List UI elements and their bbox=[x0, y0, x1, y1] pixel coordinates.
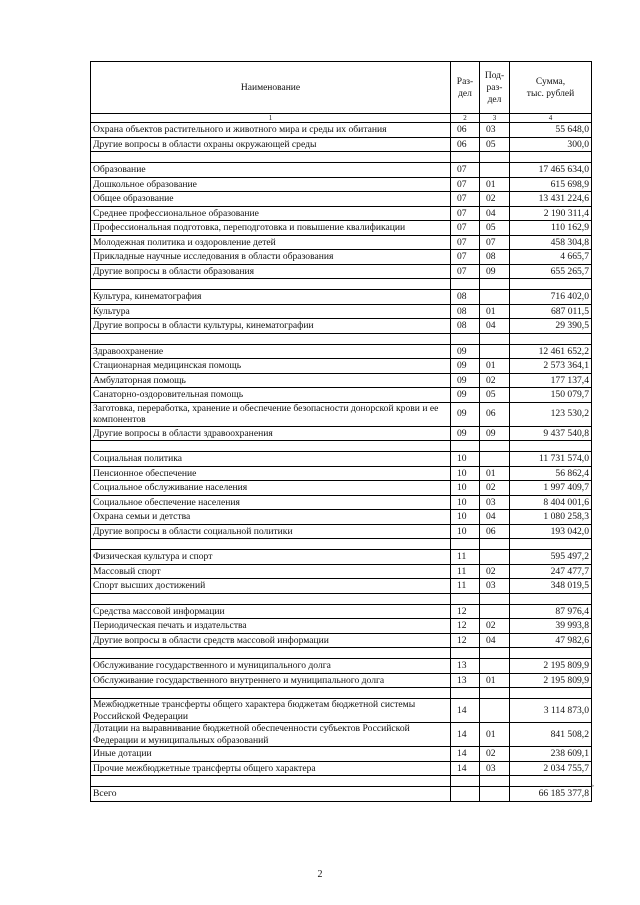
podrazdel-cell: 08 bbox=[480, 250, 510, 265]
table-row bbox=[91, 359, 592, 374]
razdel-cell: 07 bbox=[451, 235, 480, 250]
empty-cell bbox=[91, 539, 451, 550]
empty-cell bbox=[91, 688, 451, 699]
table-row bbox=[91, 761, 592, 776]
header-razdel: Раз- дел bbox=[451, 62, 480, 114]
name-cell: Молодежная политика и оздоровление детей bbox=[91, 235, 451, 250]
sum-cell: 687 011,5 bbox=[510, 304, 592, 319]
section-row bbox=[91, 550, 592, 565]
podrazdel-cell: 02 bbox=[480, 619, 510, 634]
name-cell: Культура bbox=[91, 304, 451, 319]
spacer-row bbox=[91, 441, 592, 452]
table-row bbox=[91, 388, 592, 403]
sum-cell: 238 609,1 bbox=[510, 747, 592, 762]
sum-cell: 56 862,4 bbox=[510, 466, 592, 481]
table-row bbox=[91, 723, 592, 747]
name-cell: Периодическая печать и издательства bbox=[91, 619, 451, 634]
sum-cell: 13 431 224,6 bbox=[510, 192, 592, 207]
podrazdel-cell bbox=[480, 550, 510, 565]
sum-cell: 11 731 574,0 bbox=[510, 452, 592, 467]
empty-cell bbox=[91, 648, 451, 659]
header-sum: Сумма, тыс. рублей bbox=[510, 62, 592, 114]
sum-cell: 177 137,4 bbox=[510, 373, 592, 388]
razdel-cell: 12 bbox=[451, 604, 480, 619]
empty-cell bbox=[480, 593, 510, 604]
table-row bbox=[91, 466, 592, 481]
sum-cell: 17 465 634,0 bbox=[510, 163, 592, 178]
table-row bbox=[91, 481, 592, 496]
sum-cell: 1 997 409,7 bbox=[510, 481, 592, 496]
empty-cell bbox=[451, 539, 480, 550]
section-row bbox=[91, 604, 592, 619]
podrazdel-cell: 02 bbox=[480, 564, 510, 579]
razdel-cell: 14 bbox=[451, 699, 480, 723]
razdel-cell bbox=[451, 787, 480, 802]
razdel-cell: 11 bbox=[451, 579, 480, 594]
sum-cell: 39 993,8 bbox=[510, 619, 592, 634]
empty-cell bbox=[91, 279, 451, 290]
section-row bbox=[91, 452, 592, 467]
empty-cell bbox=[510, 152, 592, 163]
podrazdel-cell: 02 bbox=[480, 481, 510, 496]
spacer-row bbox=[91, 648, 592, 659]
podrazdel-cell: 05 bbox=[480, 221, 510, 236]
podrazdel-cell bbox=[480, 163, 510, 178]
name-cell: Другие вопросы в области средств массовой информации bbox=[91, 633, 451, 648]
empty-cell bbox=[510, 593, 592, 604]
sum-cell: 2 195 809,9 bbox=[510, 659, 592, 674]
empty-cell bbox=[451, 333, 480, 344]
sum-cell: 2 190 311,4 bbox=[510, 206, 592, 221]
podrazdel-cell: 01 bbox=[480, 723, 510, 747]
name-cell: Среднее профессиональное образование bbox=[91, 206, 451, 221]
razdel-cell: 07 bbox=[451, 206, 480, 221]
sum-cell: 8 404 001,6 bbox=[510, 495, 592, 510]
table-row bbox=[91, 123, 592, 138]
name-cell: Общее образование bbox=[91, 192, 451, 207]
razdel-cell: 08 bbox=[451, 319, 480, 334]
section-row bbox=[91, 344, 592, 359]
razdel-cell: 09 bbox=[451, 344, 480, 359]
razdel-cell: 14 bbox=[451, 747, 480, 762]
razdel-cell: 06 bbox=[451, 123, 480, 138]
podrazdel-cell: 01 bbox=[480, 466, 510, 481]
name-cell: Культура, кинематография bbox=[91, 290, 451, 305]
table-row bbox=[91, 673, 592, 688]
sum-cell: 47 982,6 bbox=[510, 633, 592, 648]
sum-cell: 150 079,7 bbox=[510, 388, 592, 403]
name-cell: Заготовка, переработка, хранение и обеспечение безопасности донорской крови и ее компонентов bbox=[91, 402, 451, 426]
razdel-cell: 12 bbox=[451, 633, 480, 648]
name-cell: Прочие межбюджетные трансферты общего характера bbox=[91, 761, 451, 776]
podrazdel-cell: 04 bbox=[480, 206, 510, 221]
razdel-cell: 10 bbox=[451, 481, 480, 496]
podrazdel-cell bbox=[480, 604, 510, 619]
table-row bbox=[91, 235, 592, 250]
empty-cell bbox=[480, 539, 510, 550]
razdel-cell: 07 bbox=[451, 221, 480, 236]
empty-cell bbox=[510, 648, 592, 659]
razdel-cell: 11 bbox=[451, 564, 480, 579]
empty-cell bbox=[451, 593, 480, 604]
empty-cell bbox=[91, 441, 451, 452]
sum-cell: 841 508,2 bbox=[510, 723, 592, 747]
table-row bbox=[91, 510, 592, 525]
podrazdel-cell: 03 bbox=[480, 495, 510, 510]
table-row bbox=[91, 304, 592, 319]
sum-cell: 2 573 364,1 bbox=[510, 359, 592, 374]
table-row bbox=[91, 373, 592, 388]
sum-cell: 716 402,0 bbox=[510, 290, 592, 305]
razdel-cell: 07 bbox=[451, 163, 480, 178]
name-cell: Образование bbox=[91, 163, 451, 178]
table-row bbox=[91, 524, 592, 539]
name-cell: Прикладные научные исследования в области образования bbox=[91, 250, 451, 265]
name-cell: Иные дотации bbox=[91, 747, 451, 762]
empty-cell bbox=[480, 152, 510, 163]
razdel-cell: 07 bbox=[451, 177, 480, 192]
table-row bbox=[91, 426, 592, 441]
section-row bbox=[91, 290, 592, 305]
podrazdel-cell: 09 bbox=[480, 264, 510, 279]
podrazdel-cell: 05 bbox=[480, 388, 510, 403]
table-row bbox=[91, 633, 592, 648]
podrazdel-cell: 06 bbox=[480, 402, 510, 426]
name-cell: Другие вопросы в области образования bbox=[91, 264, 451, 279]
podrazdel-cell: 02 bbox=[480, 373, 510, 388]
podrazdel-cell: 04 bbox=[480, 633, 510, 648]
name-cell: Спорт высших достижений bbox=[91, 579, 451, 594]
spacer-row bbox=[91, 688, 592, 699]
podrazdel-cell: 03 bbox=[480, 123, 510, 138]
sum-cell: 12 461 652,2 bbox=[510, 344, 592, 359]
razdel-cell: 09 bbox=[451, 426, 480, 441]
razdel-cell: 06 bbox=[451, 137, 480, 152]
name-cell: Обслуживание государственного и муниципального долга bbox=[91, 659, 451, 674]
podrazdel-cell: 01 bbox=[480, 304, 510, 319]
sum-cell: 87 976,4 bbox=[510, 604, 592, 619]
name-cell: Профессиональная подготовка, переподготовка и повышение квалификации bbox=[91, 221, 451, 236]
header-podrazdel: Под- раз- дел bbox=[480, 62, 510, 114]
empty-cell bbox=[451, 688, 480, 699]
razdel-cell: 13 bbox=[451, 659, 480, 674]
sum-cell: 300,0 bbox=[510, 137, 592, 152]
name-cell: Социальное обеспечение населения bbox=[91, 495, 451, 510]
empty-cell bbox=[91, 776, 451, 787]
podrazdel-cell: 02 bbox=[480, 747, 510, 762]
name-cell: Другие вопросы в области социальной политики bbox=[91, 524, 451, 539]
name-cell: Социальная политика bbox=[91, 452, 451, 467]
empty-cell bbox=[480, 688, 510, 699]
empty-cell bbox=[91, 152, 451, 163]
empty-cell bbox=[91, 593, 451, 604]
razdel-cell: 12 bbox=[451, 619, 480, 634]
empty-cell bbox=[91, 333, 451, 344]
budget-table bbox=[90, 61, 592, 802]
name-cell: Другие вопросы в области охраны окружающей среды bbox=[91, 137, 451, 152]
empty-cell bbox=[451, 441, 480, 452]
podrazdel-cell: 02 bbox=[480, 192, 510, 207]
razdel-cell: 08 bbox=[451, 290, 480, 305]
spacer-row bbox=[91, 279, 592, 290]
table-row bbox=[91, 579, 592, 594]
header-row bbox=[91, 62, 592, 114]
empty-cell bbox=[480, 648, 510, 659]
name-cell: Дошкольное образование bbox=[91, 177, 451, 192]
table-row bbox=[91, 250, 592, 265]
sum-cell: 2 034 755,7 bbox=[510, 761, 592, 776]
sum-cell: 29 390,5 bbox=[510, 319, 592, 334]
podrazdel-cell: 01 bbox=[480, 177, 510, 192]
razdel-cell: 08 bbox=[451, 304, 480, 319]
table-row bbox=[91, 402, 592, 426]
razdel-cell: 10 bbox=[451, 495, 480, 510]
sum-cell: 1 080 258,3 bbox=[510, 510, 592, 525]
sum-cell: 193 042,0 bbox=[510, 524, 592, 539]
razdel-cell: 09 bbox=[451, 359, 480, 374]
razdel-cell: 13 bbox=[451, 673, 480, 688]
sum-cell: 55 648,0 bbox=[510, 123, 592, 138]
razdel-cell: 10 bbox=[451, 466, 480, 481]
sum-cell: 458 304,8 bbox=[510, 235, 592, 250]
podrazdel-cell bbox=[480, 344, 510, 359]
name-cell: Охрана семьи и детства bbox=[91, 510, 451, 525]
empty-cell bbox=[510, 279, 592, 290]
table-row bbox=[91, 177, 592, 192]
empty-cell bbox=[510, 333, 592, 344]
name-cell: Социальное обслуживание населения bbox=[91, 481, 451, 496]
name-cell: Санаторно-оздоровительная помощь bbox=[91, 388, 451, 403]
empty-cell bbox=[480, 441, 510, 452]
razdel-cell: 14 bbox=[451, 761, 480, 776]
section-row bbox=[91, 659, 592, 674]
podrazdel-cell bbox=[480, 659, 510, 674]
spacer-row bbox=[91, 776, 592, 787]
name-cell: Другие вопросы в области культуры, кинематографии bbox=[91, 319, 451, 334]
razdel-cell: 14 bbox=[451, 723, 480, 747]
table-row bbox=[91, 619, 592, 634]
razdel-cell: 10 bbox=[451, 524, 480, 539]
empty-cell bbox=[510, 776, 592, 787]
column-number: 2 bbox=[451, 114, 480, 123]
name-cell: Здравоохранение bbox=[91, 344, 451, 359]
razdel-cell: 07 bbox=[451, 192, 480, 207]
podrazdel-cell: 09 bbox=[480, 426, 510, 441]
name-cell: Всего bbox=[91, 787, 451, 802]
podrazdel-cell: 01 bbox=[480, 359, 510, 374]
razdel-cell: 07 bbox=[451, 264, 480, 279]
column-number-row bbox=[91, 114, 592, 123]
name-cell: Дотации на выравнивание бюджетной обеспеченности субъектов Российской Федерации и муниципальных образований bbox=[91, 723, 451, 747]
section-row bbox=[91, 699, 592, 723]
sum-cell: 655 265,7 bbox=[510, 264, 592, 279]
table-row bbox=[91, 747, 592, 762]
podrazdel-cell: 04 bbox=[480, 510, 510, 525]
empty-cell bbox=[480, 279, 510, 290]
table-body bbox=[91, 123, 592, 802]
trailing-mark: » bbox=[591, 783, 594, 789]
name-cell: Массовый спорт bbox=[91, 564, 451, 579]
sum-cell: 247 477,7 bbox=[510, 564, 592, 579]
table-row bbox=[91, 137, 592, 152]
sum-cell: 66 185 377,8 bbox=[510, 787, 592, 802]
razdel-cell: 09 bbox=[451, 402, 480, 426]
name-cell: Пенсионное обеспечение bbox=[91, 466, 451, 481]
table-row bbox=[91, 564, 592, 579]
spacer-row bbox=[91, 333, 592, 344]
sum-cell: 595 497,2 bbox=[510, 550, 592, 565]
razdel-cell: 10 bbox=[451, 452, 480, 467]
podrazdel-cell: 07 bbox=[480, 235, 510, 250]
name-cell: Другие вопросы в области здравоохранения bbox=[91, 426, 451, 441]
podrazdel-cell bbox=[480, 452, 510, 467]
section-row bbox=[91, 163, 592, 178]
spacer-row bbox=[91, 593, 592, 604]
razdel-cell: 09 bbox=[451, 388, 480, 403]
sum-cell: 2 195 809,9 bbox=[510, 673, 592, 688]
podrazdel-cell bbox=[480, 699, 510, 723]
empty-cell bbox=[480, 333, 510, 344]
spacer-row bbox=[91, 152, 592, 163]
podrazdel-cell: 04 bbox=[480, 319, 510, 334]
header-name: Наименование bbox=[91, 62, 451, 114]
name-cell: Амбулаторная помощь bbox=[91, 373, 451, 388]
spacer-row bbox=[91, 539, 592, 550]
empty-cell bbox=[480, 776, 510, 787]
empty-cell bbox=[510, 441, 592, 452]
sum-cell: 3 114 873,0 bbox=[510, 699, 592, 723]
table-row bbox=[91, 192, 592, 207]
razdel-cell: 09 bbox=[451, 373, 480, 388]
column-number: 4 bbox=[510, 114, 592, 123]
column-number: 1 bbox=[91, 114, 451, 123]
podrazdel-cell: 03 bbox=[480, 761, 510, 776]
sum-cell: 123 530,2 bbox=[510, 402, 592, 426]
sum-cell: 110 162,9 bbox=[510, 221, 592, 236]
table-row bbox=[91, 206, 592, 221]
razdel-cell: 11 bbox=[451, 550, 480, 565]
razdel-cell: 10 bbox=[451, 510, 480, 525]
sum-cell: 348 019,5 bbox=[510, 579, 592, 594]
name-cell: Физическая культура и спорт bbox=[91, 550, 451, 565]
name-cell: Стационарная медицинская помощь bbox=[91, 359, 451, 374]
empty-cell bbox=[451, 152, 480, 163]
column-number: 3 bbox=[480, 114, 510, 123]
table-row bbox=[91, 264, 592, 279]
podrazdel-cell: 06 bbox=[480, 524, 510, 539]
table-row bbox=[91, 495, 592, 510]
table-row bbox=[91, 319, 592, 334]
empty-cell bbox=[510, 688, 592, 699]
podrazdel-cell bbox=[480, 787, 510, 802]
podrazdel-cell bbox=[480, 290, 510, 305]
podrazdel-cell: 03 bbox=[480, 579, 510, 594]
table-row bbox=[91, 221, 592, 236]
podrazdel-cell: 05 bbox=[480, 137, 510, 152]
name-cell: Межбюджетные трансферты общего характера бюджетам бюджетной системы Российской Федерации bbox=[91, 699, 451, 723]
razdel-cell: 07 bbox=[451, 250, 480, 265]
name-cell: Обслуживание государственного внутреннего и муниципального долга bbox=[91, 673, 451, 688]
name-cell: Охрана объектов растительного и животного мира и среды их обитания bbox=[91, 123, 451, 138]
empty-cell bbox=[510, 539, 592, 550]
empty-cell bbox=[451, 279, 480, 290]
name-cell: Средства массовой информации bbox=[91, 604, 451, 619]
empty-cell bbox=[451, 648, 480, 659]
sum-cell: 615 698,9 bbox=[510, 177, 592, 192]
sum-cell: 9 437 540,8 bbox=[510, 426, 592, 441]
section-row bbox=[91, 787, 592, 802]
page-number: 2 bbox=[317, 869, 323, 880]
sum-cell: 4 665,7 bbox=[510, 250, 592, 265]
empty-cell bbox=[451, 776, 480, 787]
podrazdel-cell: 01 bbox=[480, 673, 510, 688]
